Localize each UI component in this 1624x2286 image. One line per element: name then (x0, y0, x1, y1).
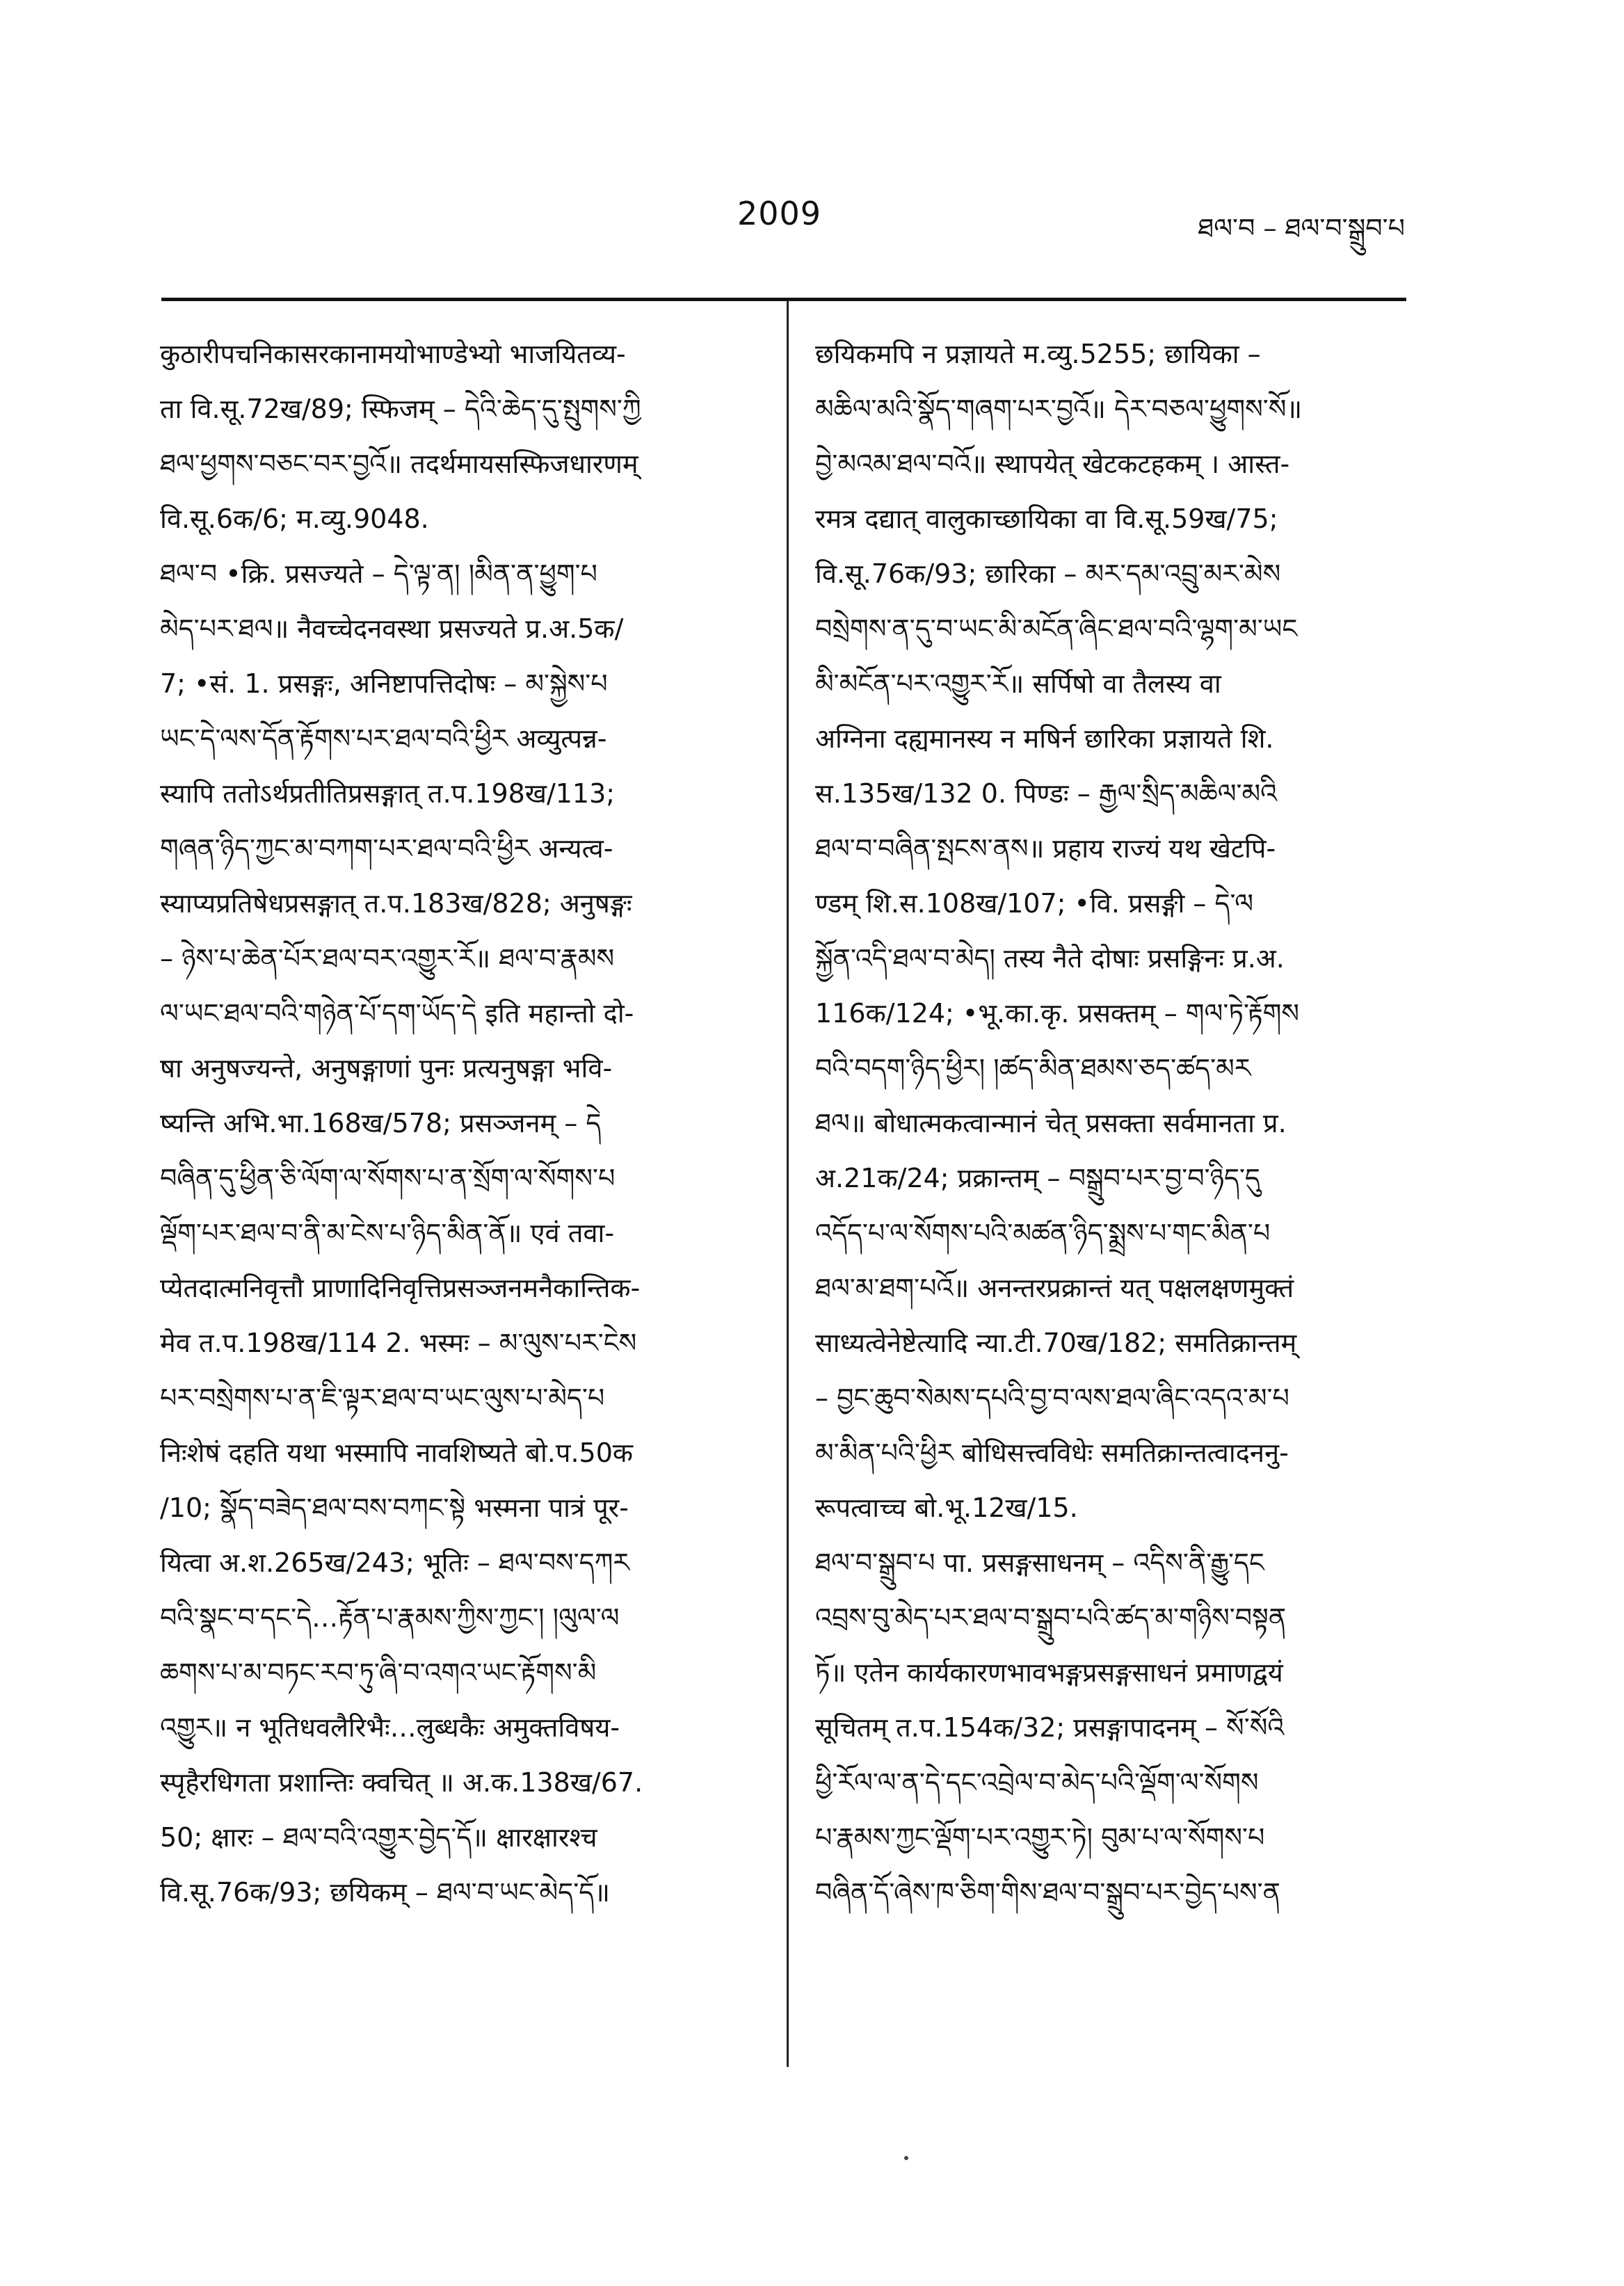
text-line: निःशेषं दहति यथा भस्मापि नावशिष्यते बो.प.50क (160, 1438, 634, 1468)
text-line: འགྱུར॥ न भूतिधवलैरिभैः…लुब्धकैः अमुक्तविषय- (160, 1712, 620, 1743)
text-line: མེད་པར་ཐལ॥ नैवच्चेदनवस्था प्रसज्यते प्र.अ.5क/ (160, 613, 624, 644)
text-line: ལ་ཡང་ཐལ་བའི་གཉེན་པོ་དག་ཡོད་དེ इति महान्तो दो- (160, 998, 634, 1029)
text-line: ष्यन्ति अभि.भा.168ख/578; प्रसञ्जनम् – དེ (160, 1108, 602, 1138)
header-rule (161, 298, 1406, 301)
text-line: षा अनुषज्यन्ते, अनुषङ्गाणां पुनः प्रत्यनुषङ्गा भवि- (160, 1053, 613, 1084)
text-line: ཐལ་བ •क्रि. प्रसज्यते – དེ་ལྟ་ན། །མིན་ན་ཕྱུག་པ (160, 558, 597, 589)
text-line: ण्डम् शि.स.108ख/107; •वि. प्रसङ्गी – དེ་ལ (815, 888, 1254, 919)
text-line: མཆིལ་མའི་སྣོད་གཞག་པར་བྱའོ॥ དེར་བཅལ་ཕྱུགས་སོ॥ (815, 394, 1303, 424)
text-line: – བྱང་ཆུབ་སེམས་དཔའི་བྱ་བ་ལས་ཐལ་ཞིང་འདའ་མ་པ (815, 1383, 1289, 1413)
text-line: वि.सू.76क/93; छयिकम् – ཐལ་བ་ཡང་མེད་དོ॥ (160, 1877, 610, 1908)
right-column (815, 327, 1413, 1920)
text-line: यित्वा अ.श.265ख/243; भूतिः – ཐལ་བས་དཀར (160, 1547, 630, 1578)
text-line: ཕྱི་རོལ་ལ་ན་དེ་དང་འབྲེལ་བ་མེད་པའི་ལྡོག་ལ་སོགས (815, 1767, 1259, 1798)
text-line: བསྲེགས་ན་དུ་བ་ཡང་མི་མངོན་ཞིང་ཐལ་བའི་ལྷག་མ་ཡང (815, 613, 1298, 644)
text-line: मेव त.प.198ख/114 2. भस्मः – མ་ལུས་པར་ངེས (160, 1328, 637, 1358)
text-line: 7; •सं. 1. प्रसङ्गः, अनिष्टापत्तिदोषः – མ་སྐྱེས་པ (160, 668, 608, 699)
text-line: स्यापि ततोऽर्थप्रतीतिप्रसङ्गात् त.प.198ख/113; (160, 778, 616, 809)
text-line: स.135ख/132 0. पिण्डः – རྒྱལ་སྲིད་མཆིལ་མའི (815, 778, 1278, 809)
text-line: བཞིན་དུ་ཕྱིན་ཅི་ལོག་ལ་སོགས་པ་ན་སྲོག་ལ་སོགས་པ (160, 1163, 616, 1193)
text-line: रूपत्वाच्च बो.भू.12ख/15. (815, 1492, 1078, 1523)
text-line: वि.सू.76क/93; छारिका – མར་དམ་འབྲུ་མར་མེས (815, 558, 1281, 589)
text-line: སྐྱོན་འདི་ཐལ་བ་མེད། तस्य नैते दोषाः प्रसङ्गिनः प्र.अ. (815, 943, 1285, 974)
text-line: མི་མངོན་པར་འགྱུར་རོ॥ सर्पिषो वा तैलस्य वा (815, 668, 1221, 699)
text-line: ता वि.सू.72ख/89; स्फिजम् – དེའི་ཆེད་དུ་སྤུགས་ཀྱི (160, 394, 641, 424)
text-line: ཐལ་མ་ཐག་པའོ॥ अनन्तरप्रक्रान्तं यत् पक्षलक्षणमुक्तं (815, 1273, 1294, 1303)
page-number: 2009 (737, 195, 822, 232)
text-line: साध्यत्वेनेष्टेत्यादि न्या.टी.70ख/182; समतिक्रान्तम् (815, 1328, 1297, 1358)
text-line: བཞིན་དོ་ཞེས་ཁ་ཅིག་གིས་ཐལ་བ་སྒྲུབ་པར་བྱེད་པས་ན (815, 1877, 1280, 1908)
left-column (160, 327, 758, 1920)
text-line: ལྡོག་པར་ཐལ་བ་ནི་མ་ངེས་པ་ཉིད་མིན་ནོ॥ एवं तवा- (160, 1218, 615, 1248)
text-line: अ.21क/24; प्रक्रान्तम् – བསྒྲུབ་པར་བྱ་བ་ཉིད་དུ (815, 1163, 1260, 1193)
text-line: ཡང་དེ་ལས་དོན་རྟོགས་པར་ཐལ་བའི་ཕྱིར अव्युत्पन्न- (160, 723, 607, 754)
text-line: ཆགས་པ་མ་བཏང་རབ་ཏུ་ཞི་བ་འགའ་ཡང་རྟོགས་མི (160, 1657, 597, 1688)
text-line: छयिकमपि न प्रज्ञायते म.व्यु.5255; छायिका – (815, 339, 1261, 369)
text-line: བའི་སྣང་བ་དང་དེ…རྟོན་པ་རྣམས་ཀྱིས་ཀྱང་། །ལུལ་ལ (160, 1602, 620, 1633)
text-line: གཞན་ཉིད་ཀྱང་མ་བཀག་པར་ཐལ་བའི་ཕྱིར अन्यत्व- (160, 833, 613, 864)
text-line: प्येतदात्मनिवृत्तौ प्राणादिनिवृत्तिप्रसञ्जनमनैकान्तिक- (160, 1273, 641, 1303)
text-line: 50; क्षारः – ཐལ་བའི་འགྱུར་བྱེད་དོ॥ क्षारक्षारश्च (160, 1822, 597, 1853)
text-line: स्पृहैरधिगता प्रशान्तिः क्वचित् ॥ अ.क.138ख/67. (160, 1767, 643, 1798)
stray-dot (904, 2156, 908, 2160)
text-line: सूचितम् त.प.154क/32; प्रसङ्गापादनम् – སོ་སོའི (815, 1712, 1285, 1743)
text-line: वि.सू.6क/6; म.व्यु.9048. (160, 504, 429, 534)
text-line: བའི་བདག་ཉིད་ཕྱིར། །ཚད་མིན་ཐམས་ཅད་ཚད་མར (815, 1053, 1251, 1084)
text-line: མ་མིན་པའི་ཕྱིར बोधिसत्त्वविधेः समतिक्रान्तत्वादननु- (815, 1438, 1289, 1468)
text-line: /10; སྣོད་བཟེད་ཐལ་བས་བཀང་སྟེ भस्मना पात्रं पूर- (160, 1492, 629, 1523)
text-line: འབྲས་བུ་མེད་པར་ཐལ་བ་སྒྲུབ་པའི་ཚད་མ་གཉིས་བསྟན (815, 1602, 1287, 1633)
text-line: བྱེ་མའམ་ཐལ་བའོ॥ स्थापयेत् खेटकटहकम् । आस्त- (815, 449, 1290, 479)
text-line: 116क/124; •भू.का.कृ. प्रसक्तम् – གལ་ཏེ་རྟོགས (815, 998, 1300, 1029)
text-line: ཏོ॥ एतेन कार्यकारणभावभङ्गप्रसङ्गसाधनं प्रमाणद्वयं (815, 1657, 1283, 1688)
text-line: अग्निना दह्यमानस्य न मषिर्न छारिका प्रज्ञायते शि. (815, 723, 1274, 754)
text-line: स्याप्यप्रतिषेधप्रसङ्गात् त.प.183ख/828; अनुषङ्गः (160, 888, 632, 919)
text-line: कुठारीपचनिकासरकानामयोभाण्डेभ्यो भाजयितव्य- (160, 339, 626, 369)
text-line: – ཉེས་པ་ཆེན་པོར་ཐལ་བར་འགྱུར་རོ॥ ཐལ་བ་རྣམས (160, 943, 615, 974)
column-divider (787, 300, 789, 2067)
text-line: ཐལ་བ་བཞིན་སྤངས་ནས॥ प्रहाय राज्यं यथ खेटपि- (815, 833, 1276, 864)
running-head: ཐལ་བ – ཐལ་བ་སྒྲུབ་པ (1198, 213, 1405, 243)
text-line: པ་རྣམས་ཀྱང་ལྡོག་པར་འགྱུར་ཏེ། བུམ་པ་ལ་སོགས་པ (815, 1822, 1265, 1853)
text-line: པར་བསྲེགས་པ་ན་ཇི་ལྟར་ཐལ་བ་ཡང་ལུས་པ་མེད་པ (160, 1383, 605, 1413)
text-line: འདོད་པ་ལ་སོགས་པའི་མཚན་ཉིད་སྨྲས་པ་གང་མིན་པ (815, 1218, 1271, 1248)
text-line: रमत्र दद्यात् वालुकाच्छायिका वा वि.सू.59ख/75; (815, 504, 1278, 534)
text-line: ཐལ་ཕྱགས་བཅང་བར་བྱའོ॥ तदर्थमायसस्फिजधारणम् (160, 449, 638, 479)
text-line: ཐལ་བ་སྒྲུབ་པ पा. प्रसङ्गसाधनम् – འདིས་ནི་རྒྱུ་དང (815, 1547, 1264, 1578)
text-line: ཐལ॥ बोधात्मकत्वान्मानं चेत् प्रसक्ता सर्वमानता प्र. (815, 1108, 1287, 1138)
